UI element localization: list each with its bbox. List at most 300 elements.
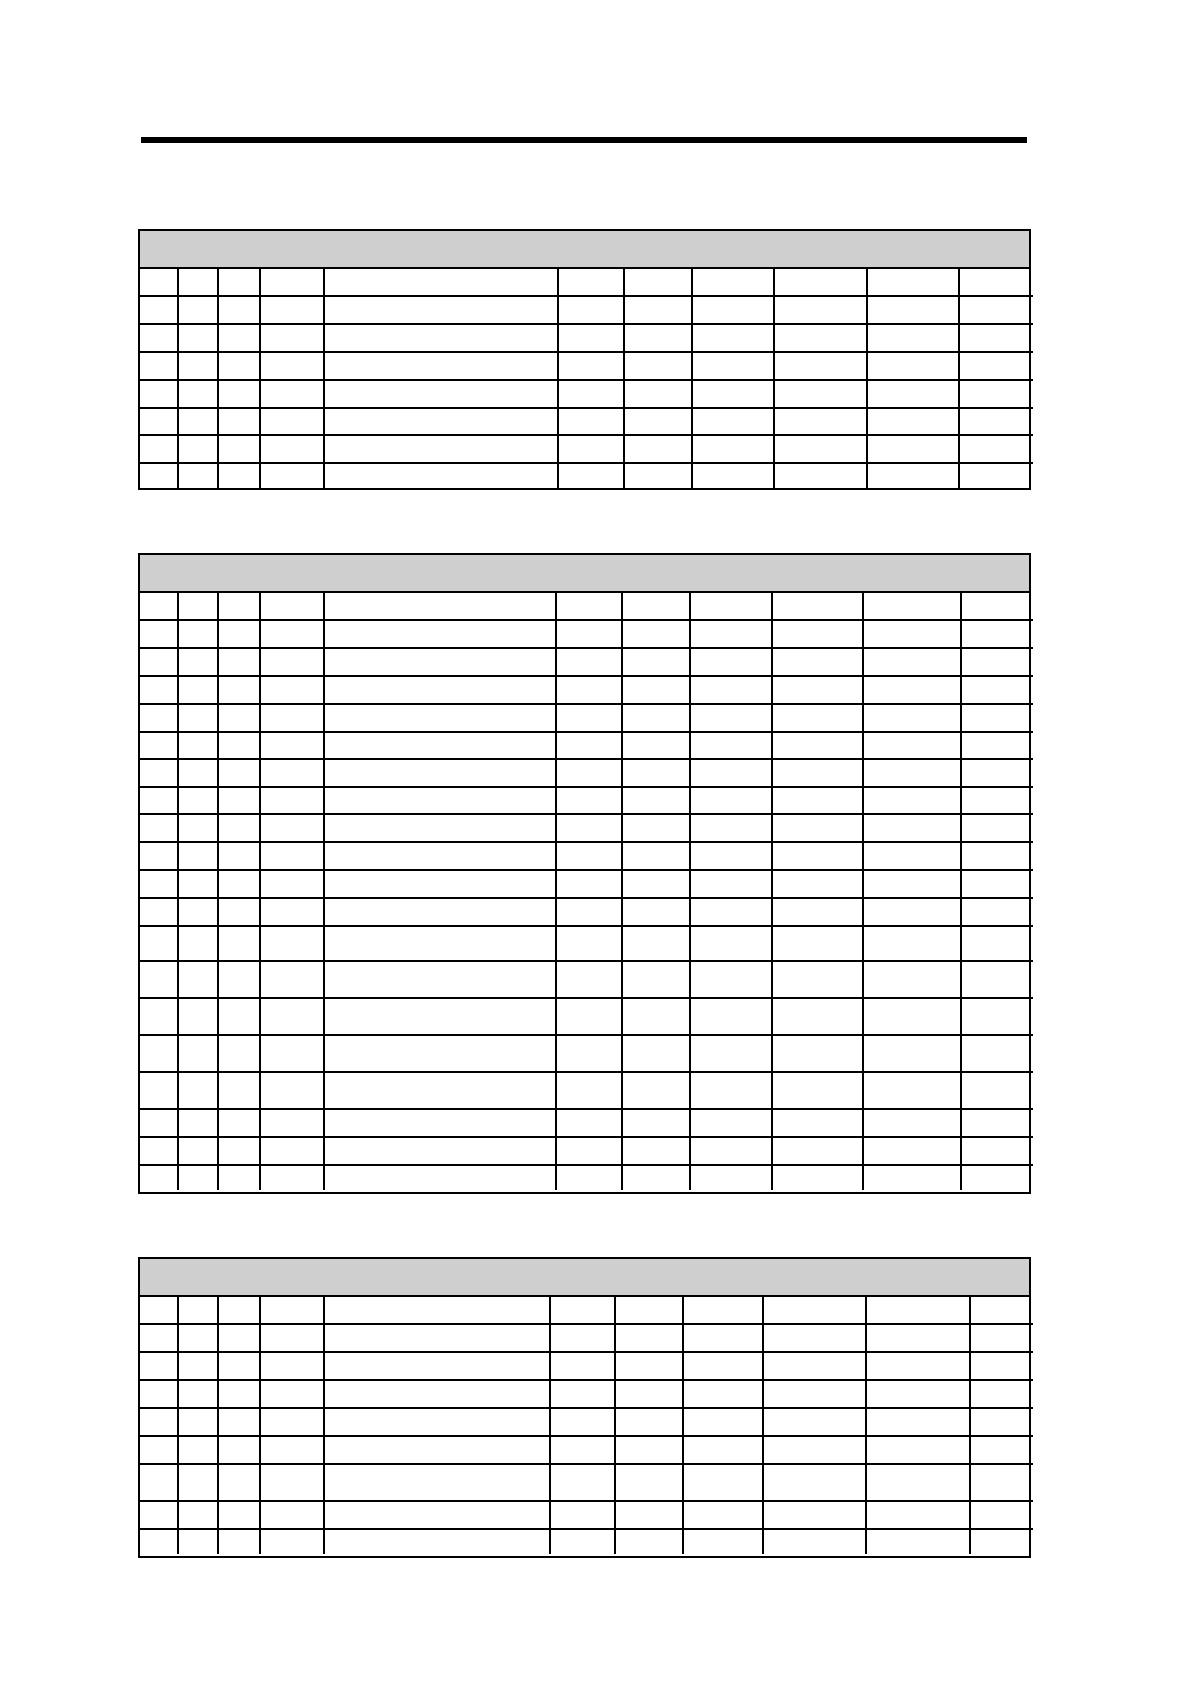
table-cell (218, 842, 260, 870)
table-cell (772, 898, 863, 926)
table-cell (218, 352, 260, 380)
table-cell (178, 898, 218, 926)
table-cell (260, 1137, 324, 1165)
table-cell (683, 1436, 763, 1464)
table-cell (218, 324, 260, 352)
table-cell (324, 926, 556, 961)
table-cell (959, 324, 1033, 352)
table-cell (178, 380, 218, 408)
table-cell (558, 463, 624, 490)
table-cell (260, 759, 324, 787)
table-cell (556, 961, 622, 998)
table-row (140, 324, 1033, 352)
table-cell (218, 1297, 260, 1324)
table-row (140, 1165, 1033, 1190)
table-cell (550, 1501, 615, 1529)
table-cell (622, 961, 690, 998)
table-cell (772, 759, 863, 787)
table-cell (690, 759, 772, 787)
table-cell (178, 1035, 218, 1072)
table-cell (324, 759, 556, 787)
table-cell (140, 898, 178, 926)
table-cell (774, 380, 867, 408)
table-cell (260, 1109, 324, 1137)
table-row (140, 435, 1033, 463)
table-cell (140, 759, 178, 787)
table-cell (324, 435, 558, 463)
table-cell (970, 1501, 1033, 1529)
table-cell (140, 463, 178, 490)
table-cell (867, 380, 959, 408)
table-cell (970, 1436, 1033, 1464)
table-cell (622, 620, 690, 648)
table-cell (961, 926, 1033, 961)
table-cell (178, 1436, 218, 1464)
table-cell (772, 1109, 863, 1137)
table-cell (324, 380, 558, 408)
table-cell (140, 1529, 178, 1554)
table-cell (178, 324, 218, 352)
table-cell (558, 380, 624, 408)
table-cell (324, 1165, 556, 1190)
table-cell (622, 1072, 690, 1109)
table-cell (622, 926, 690, 961)
table-cell (866, 1464, 970, 1501)
table-cell (556, 676, 622, 704)
table-cell (324, 352, 558, 380)
table-cell (772, 704, 863, 732)
table-cell (140, 324, 178, 352)
table-cell (260, 296, 324, 324)
table-cell (622, 676, 690, 704)
table-cell (615, 1380, 683, 1408)
table-cell (763, 1436, 866, 1464)
table-row (140, 1137, 1033, 1165)
table-cell (683, 1352, 763, 1380)
table-cell (961, 732, 1033, 759)
table-cell (556, 1137, 622, 1165)
table-cell (690, 1035, 772, 1072)
table-cell (622, 814, 690, 842)
table-cell (324, 1408, 550, 1436)
table-cell (178, 787, 218, 814)
table-cell (218, 593, 260, 620)
table-cell (615, 1408, 683, 1436)
table-cell (866, 1501, 970, 1529)
table-cell (218, 1137, 260, 1165)
table-cell (961, 898, 1033, 926)
table-cell (260, 926, 324, 961)
table-cell (218, 704, 260, 732)
table-row (140, 1408, 1033, 1436)
table-cell (140, 1380, 178, 1408)
table-cell (324, 961, 556, 998)
table-cell (140, 704, 178, 732)
table-cell (260, 814, 324, 842)
table-cell (260, 998, 324, 1035)
table-cell (863, 1137, 961, 1165)
table-cell (622, 704, 690, 732)
table-cell (622, 759, 690, 787)
table-row (140, 1380, 1033, 1408)
table-cell (867, 463, 959, 490)
table-cell (961, 1072, 1033, 1109)
table-cell (178, 1324, 218, 1352)
table-cell (683, 1408, 763, 1436)
table-cell (218, 620, 260, 648)
table-cell (558, 324, 624, 352)
table-row (140, 593, 1033, 620)
table-cell (324, 1297, 550, 1324)
table-cell (961, 998, 1033, 1035)
table-cell (556, 998, 622, 1035)
table-cell (324, 648, 556, 676)
table-cell (178, 814, 218, 842)
table-cell (622, 870, 690, 898)
table-cell (624, 463, 692, 490)
table-cell (260, 1380, 324, 1408)
table-row (140, 1501, 1033, 1529)
table-cell (260, 1352, 324, 1380)
table-cell (690, 998, 772, 1035)
table-cell (961, 1035, 1033, 1072)
table-cell (774, 435, 867, 463)
table-cell (772, 814, 863, 842)
table-cell (178, 961, 218, 998)
table-cell (178, 593, 218, 620)
table-cell (218, 676, 260, 704)
table-cell (324, 998, 556, 1035)
table-cell (260, 1501, 324, 1529)
table-row (140, 998, 1033, 1035)
table-cell (690, 593, 772, 620)
table-cell (178, 1408, 218, 1436)
table-cell (959, 380, 1033, 408)
table-section-3 (138, 1257, 1031, 1558)
table-cell (556, 814, 622, 842)
table-cell (218, 1501, 260, 1529)
table-cell (959, 269, 1033, 296)
table-cell (140, 676, 178, 704)
table-cell (961, 870, 1033, 898)
table-cell (140, 1297, 178, 1324)
table-cell (556, 620, 622, 648)
table-cell (260, 352, 324, 380)
table-cell (324, 593, 556, 620)
table-row (140, 463, 1033, 490)
table-cell (324, 870, 556, 898)
table-cell (550, 1324, 615, 1352)
table-cell (550, 1529, 615, 1554)
table-cell (622, 1035, 690, 1072)
table-row (140, 620, 1033, 648)
table-cell (324, 704, 556, 732)
table-cell (260, 704, 324, 732)
table-cell (772, 842, 863, 870)
table-cell (863, 842, 961, 870)
table-cell (763, 1352, 866, 1380)
table-cell (324, 1529, 550, 1554)
table-cell (556, 842, 622, 870)
table-row (140, 926, 1033, 961)
table-cell (772, 870, 863, 898)
table-cell (959, 463, 1033, 490)
table-row (140, 814, 1033, 842)
table-cell (961, 704, 1033, 732)
table-cell (218, 1352, 260, 1380)
table-cell (178, 435, 218, 463)
table-cell (863, 787, 961, 814)
table-cell (550, 1352, 615, 1380)
table-cell (622, 732, 690, 759)
table-cell (970, 1324, 1033, 1352)
table-cell (140, 926, 178, 961)
table-cell (622, 898, 690, 926)
table-cell (324, 296, 558, 324)
table-cell (218, 269, 260, 296)
table-cell (615, 1324, 683, 1352)
table-cell (324, 408, 558, 435)
table-cell (863, 593, 961, 620)
table-cell (178, 296, 218, 324)
table-cell (324, 324, 558, 352)
table-cell (683, 1324, 763, 1352)
table-cell (692, 463, 774, 490)
table-cell (690, 842, 772, 870)
table-cell (774, 324, 867, 352)
table-cell (218, 814, 260, 842)
table-cell (622, 1137, 690, 1165)
table-cell (324, 1436, 550, 1464)
table-cell (692, 324, 774, 352)
table-cell (774, 408, 867, 435)
table-cell (218, 1109, 260, 1137)
table-cell (178, 1352, 218, 1380)
table-row (140, 1297, 1033, 1324)
table-row (140, 704, 1033, 732)
table-cell (140, 648, 178, 676)
table-cell (863, 1035, 961, 1072)
table-cell (624, 324, 692, 352)
table-cell (218, 1165, 260, 1190)
table-cell (959, 408, 1033, 435)
table-cell (324, 1324, 550, 1352)
table-cell (260, 1529, 324, 1554)
table-row (140, 676, 1033, 704)
table-cell (260, 1072, 324, 1109)
table-cell (558, 408, 624, 435)
table-cell (140, 380, 178, 408)
table-row (140, 648, 1033, 676)
table-cell (140, 1464, 178, 1501)
table-row (140, 898, 1033, 926)
table-cell (863, 898, 961, 926)
table-cell (622, 593, 690, 620)
table-cell (556, 1072, 622, 1109)
section-header-band (140, 231, 1029, 269)
table-cell (866, 1297, 970, 1324)
table-cell (970, 1464, 1033, 1501)
table-row (140, 1436, 1033, 1464)
table-cell (763, 1380, 866, 1408)
table-cell (866, 1324, 970, 1352)
table-cell (218, 463, 260, 490)
table-cell (550, 1380, 615, 1408)
table-cell (218, 961, 260, 998)
table-cell (324, 1464, 550, 1501)
table-cell (178, 1137, 218, 1165)
table-cell (690, 814, 772, 842)
table-cell (218, 787, 260, 814)
table-cell (260, 1464, 324, 1501)
table-cell (140, 1072, 178, 1109)
table-cell (692, 352, 774, 380)
table-cell (690, 620, 772, 648)
table-cell (178, 704, 218, 732)
table-cell (140, 961, 178, 998)
table-cell (961, 787, 1033, 814)
table-cell (556, 787, 622, 814)
table-cell (624, 380, 692, 408)
table-cell (692, 380, 774, 408)
data-table-2 (140, 593, 1033, 1190)
table-cell (683, 1529, 763, 1554)
table-cell (324, 787, 556, 814)
table-cell (218, 1464, 260, 1501)
table-cell (324, 814, 556, 842)
table-cell (690, 926, 772, 961)
section-header-band (140, 555, 1029, 593)
table-cell (178, 1529, 218, 1554)
table-cell (218, 926, 260, 961)
table-cell (260, 961, 324, 998)
table-cell (863, 870, 961, 898)
table-cell (260, 269, 324, 296)
table-cell (324, 842, 556, 870)
table-row (140, 1352, 1033, 1380)
table-row (140, 352, 1033, 380)
table-cell (772, 926, 863, 961)
table-cell (863, 704, 961, 732)
table-cell (324, 1109, 556, 1137)
table-cell (178, 463, 218, 490)
table-cell (140, 1352, 178, 1380)
table-cell (218, 898, 260, 926)
table-cell (867, 435, 959, 463)
table-cell (260, 1035, 324, 1072)
table-row (140, 1529, 1033, 1554)
table-cell (772, 1137, 863, 1165)
table-cell (959, 296, 1033, 324)
table-cell (690, 648, 772, 676)
table-cell (622, 1109, 690, 1137)
table-cell (615, 1529, 683, 1554)
table-cell (324, 1380, 550, 1408)
table-cell (178, 732, 218, 759)
table-row (140, 1464, 1033, 1501)
table-cell (556, 1109, 622, 1137)
table-cell (140, 1324, 178, 1352)
table-cell (624, 296, 692, 324)
table-cell (556, 926, 622, 961)
table-cell (178, 620, 218, 648)
table-cell (260, 1436, 324, 1464)
table-cell (178, 1072, 218, 1109)
table-cell (178, 926, 218, 961)
table-cell (260, 842, 324, 870)
table-cell (772, 676, 863, 704)
table-cell (324, 269, 558, 296)
table-cell (867, 352, 959, 380)
table-cell (550, 1436, 615, 1464)
table-cell (970, 1352, 1033, 1380)
table-cell (961, 759, 1033, 787)
table-cell (218, 1324, 260, 1352)
table-cell (683, 1297, 763, 1324)
table-cell (961, 961, 1033, 998)
table-cell (863, 732, 961, 759)
table-cell (140, 620, 178, 648)
table-row (140, 1035, 1033, 1072)
table-section-1 (138, 229, 1031, 490)
table-cell (556, 1165, 622, 1190)
table-cell (178, 1464, 218, 1501)
table-cell (615, 1297, 683, 1324)
table-cell (624, 269, 692, 296)
table-cell (218, 296, 260, 324)
table-cell (260, 1324, 324, 1352)
table-cell (772, 620, 863, 648)
table-cell (260, 787, 324, 814)
table-cell (624, 408, 692, 435)
table-cell (324, 676, 556, 704)
section-header-band (140, 1259, 1029, 1297)
table-cell (772, 998, 863, 1035)
table-cell (178, 1380, 218, 1408)
table-cell (763, 1529, 866, 1554)
table-cell (260, 1165, 324, 1190)
table-cell (218, 732, 260, 759)
table-cell (324, 1137, 556, 1165)
table-cell (140, 435, 178, 463)
table-cell (863, 1072, 961, 1109)
table-cell (690, 1165, 772, 1190)
table-cell (140, 732, 178, 759)
table-cell (863, 926, 961, 961)
table-cell (178, 1501, 218, 1529)
table-cell (970, 1529, 1033, 1554)
table-cell (324, 1072, 556, 1109)
table-cell (178, 842, 218, 870)
table-cell (866, 1352, 970, 1380)
table-cell (624, 435, 692, 463)
table-cell (556, 732, 622, 759)
table-cell (140, 1436, 178, 1464)
table-cell (260, 676, 324, 704)
table-cell (772, 648, 863, 676)
table-cell (260, 463, 324, 490)
table-row (140, 1109, 1033, 1137)
table-cell (178, 1165, 218, 1190)
table-cell (867, 296, 959, 324)
table-cell (324, 1501, 550, 1529)
table-cell (260, 1297, 324, 1324)
table-cell (260, 380, 324, 408)
data-table-1 (140, 269, 1033, 490)
table-cell (140, 1165, 178, 1190)
table-cell (218, 648, 260, 676)
table-cell (556, 1035, 622, 1072)
